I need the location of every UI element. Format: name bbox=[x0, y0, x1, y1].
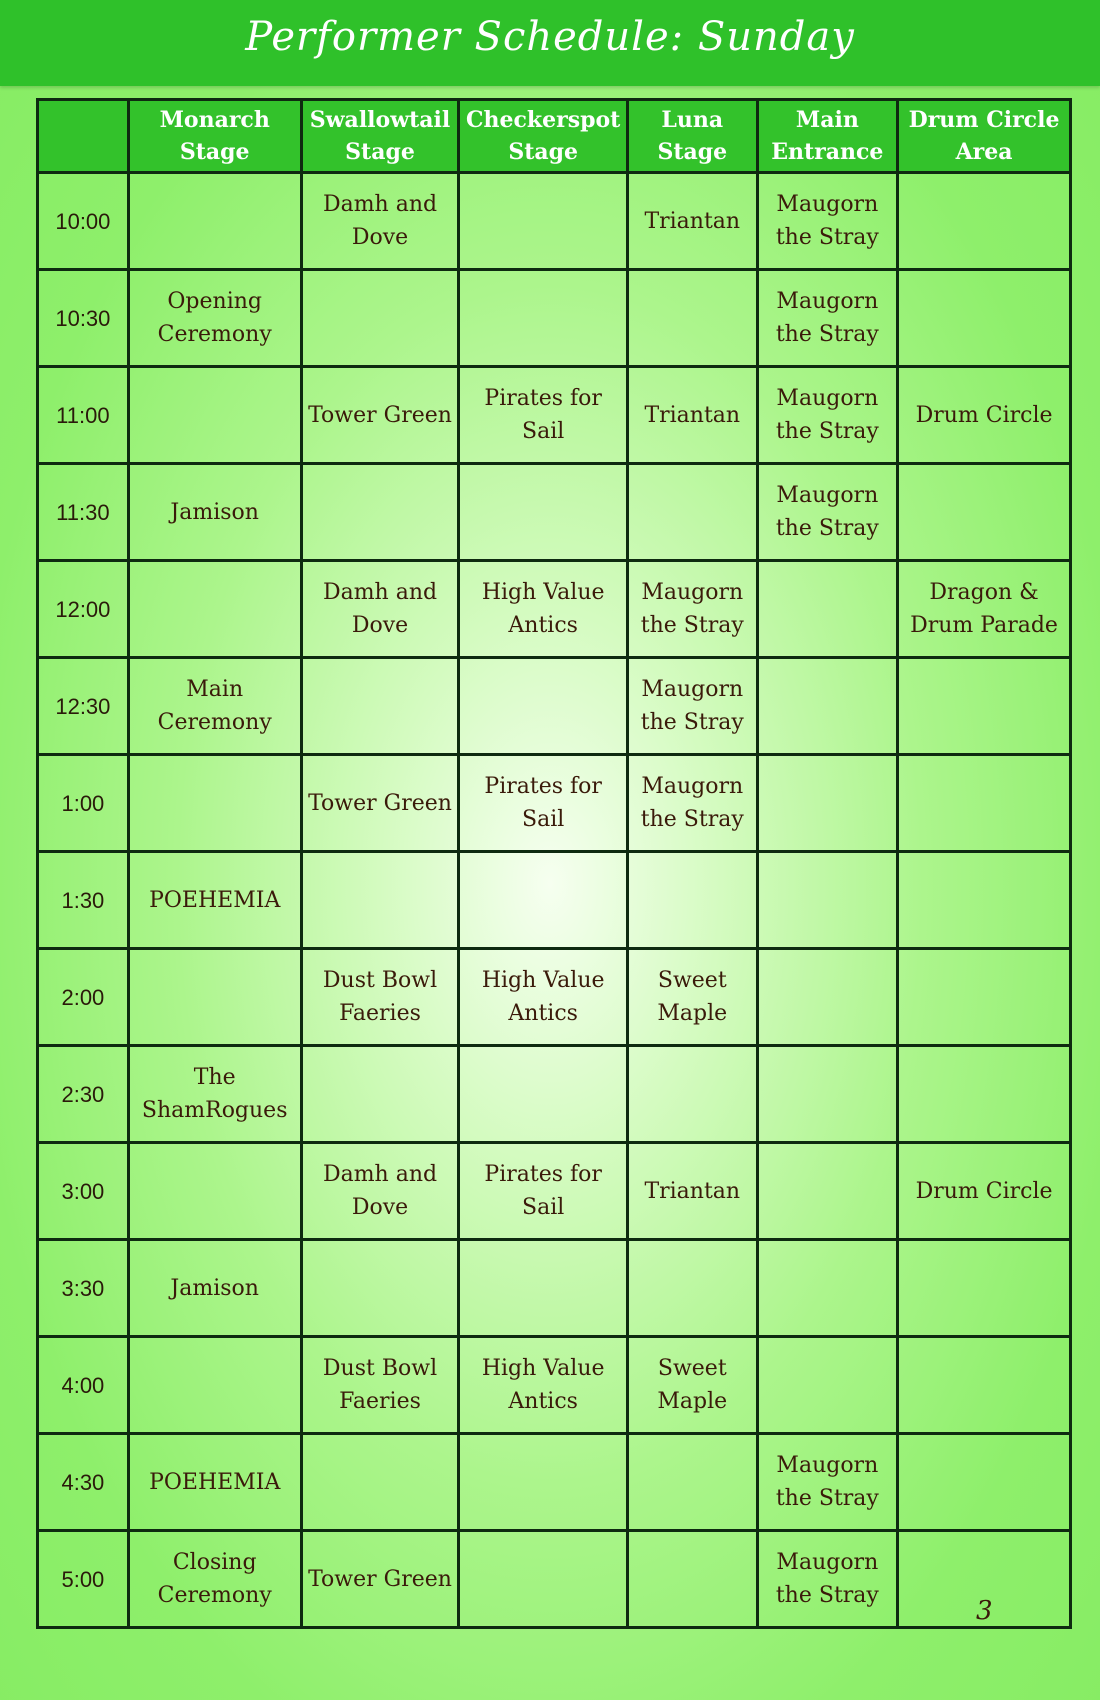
cell-swallowtail-stage bbox=[301, 1046, 459, 1143]
cell-luna-stage: Maugorn the Stray bbox=[627, 755, 757, 852]
cell-checkerspot-stage: High Value Antics bbox=[459, 949, 628, 1046]
cell-drum-circle-area: Drum Circle bbox=[898, 1143, 1071, 1240]
cell-main-entrance bbox=[757, 852, 897, 949]
page-title: Performer Schedule: Sunday bbox=[245, 14, 855, 60]
schedule-body bbox=[38, 173, 1071, 1628]
table-row bbox=[38, 1337, 1071, 1434]
cell-main-entrance bbox=[757, 1143, 897, 1240]
column-header-drum-circle-area: Drum Circle Area bbox=[898, 100, 1071, 173]
table-row bbox=[38, 658, 1071, 755]
cell-swallowtail-stage: Tower Green bbox=[301, 755, 459, 852]
cell-monarch-stage bbox=[128, 949, 301, 1046]
cell-drum-circle-area: Drum Circle bbox=[898, 367, 1071, 464]
time-cell: 3:00 bbox=[38, 1143, 129, 1240]
cell-monarch-stage: Opening Ceremony bbox=[128, 270, 301, 367]
cell-monarch-stage bbox=[128, 561, 301, 658]
time-cell: 11:00 bbox=[38, 367, 129, 464]
cell-swallowtail-stage bbox=[301, 270, 459, 367]
time-cell: 4:30 bbox=[38, 1434, 129, 1531]
cell-swallowtail-stage bbox=[301, 1434, 459, 1531]
cell-checkerspot-stage: Pirates for Sail bbox=[459, 1143, 628, 1240]
table-row bbox=[38, 1434, 1071, 1531]
column-header-checkerspot-stage: Checkerspot Stage bbox=[459, 100, 628, 173]
time-cell: 3:30 bbox=[38, 1240, 129, 1337]
cell-luna-stage bbox=[627, 1434, 757, 1531]
cell-swallowtail-stage: Dust Bowl Faeries bbox=[301, 1337, 459, 1434]
time-cell: 12:00 bbox=[38, 561, 129, 658]
time-cell: 1:00 bbox=[38, 755, 129, 852]
cell-drum-circle-area: Dragon & Drum Parade bbox=[898, 561, 1071, 658]
cell-monarch-stage bbox=[128, 1143, 301, 1240]
time-cell: 2:30 bbox=[38, 1046, 129, 1143]
cell-luna-stage: Triantan bbox=[627, 173, 757, 270]
cell-main-entrance bbox=[757, 1046, 897, 1143]
cell-swallowtail-stage bbox=[301, 658, 459, 755]
cell-monarch-stage bbox=[128, 367, 301, 464]
cell-main-entrance bbox=[757, 755, 897, 852]
cell-drum-circle-area bbox=[898, 173, 1071, 270]
cell-checkerspot-stage bbox=[459, 1434, 628, 1531]
cell-luna-stage: Maugorn the Stray bbox=[627, 658, 757, 755]
time-cell: 11:30 bbox=[38, 464, 129, 561]
cell-luna-stage: Triantan bbox=[627, 367, 757, 464]
cell-luna-stage bbox=[627, 270, 757, 367]
cell-drum-circle-area bbox=[898, 658, 1071, 755]
cell-monarch-stage bbox=[128, 1337, 301, 1434]
cell-monarch-stage: POEHEMIA bbox=[128, 852, 301, 949]
table-row bbox=[38, 561, 1071, 658]
time-cell: 2:00 bbox=[38, 949, 129, 1046]
time-cell: 10:30 bbox=[38, 270, 129, 367]
column-header-monarch-stage: Monarch Stage bbox=[128, 100, 301, 173]
cell-monarch-stage: Jamison bbox=[128, 1240, 301, 1337]
cell-luna-stage bbox=[627, 1046, 757, 1143]
cell-luna-stage: Maugorn the Stray bbox=[627, 561, 757, 658]
time-cell: 12:30 bbox=[38, 658, 129, 755]
table-row bbox=[38, 949, 1071, 1046]
time-cell: 1:30 bbox=[38, 852, 129, 949]
cell-checkerspot-stage: High Value Antics bbox=[459, 1337, 628, 1434]
cell-drum-circle-area bbox=[898, 270, 1071, 367]
page-number: 3 bbox=[976, 1596, 993, 1626]
cell-monarch-stage: POEHEMIA bbox=[128, 1434, 301, 1531]
cell-checkerspot-stage bbox=[459, 173, 628, 270]
cell-swallowtail-stage: Damh and Dove bbox=[301, 173, 459, 270]
cell-monarch-stage bbox=[128, 173, 301, 270]
cell-drum-circle-area bbox=[898, 1240, 1071, 1337]
cell-luna-stage bbox=[627, 852, 757, 949]
cell-monarch-stage bbox=[128, 755, 301, 852]
table-row bbox=[38, 852, 1071, 949]
header-row bbox=[38, 100, 1071, 173]
table-row bbox=[38, 1046, 1071, 1143]
cell-luna-stage bbox=[627, 464, 757, 561]
column-header-luna-stage: Luna Stage bbox=[627, 100, 757, 173]
cell-main-entrance: Maugorn the Stray bbox=[757, 270, 897, 367]
cell-luna-stage bbox=[627, 1531, 757, 1628]
cell-checkerspot-stage bbox=[459, 270, 628, 367]
cell-main-entrance: Maugorn the Stray bbox=[757, 1434, 897, 1531]
cell-monarch-stage: The ShamRogues bbox=[128, 1046, 301, 1143]
cell-checkerspot-stage: Pirates for Sail bbox=[459, 755, 628, 852]
cell-monarch-stage: Main Ceremony bbox=[128, 658, 301, 755]
cell-swallowtail-stage: Tower Green bbox=[301, 367, 459, 464]
cell-swallowtail-stage: Dust Bowl Faeries bbox=[301, 949, 459, 1046]
table-row bbox=[38, 367, 1071, 464]
cell-monarch-stage: Jamison bbox=[128, 464, 301, 561]
cell-main-entrance: Maugorn the Stray bbox=[757, 173, 897, 270]
cell-swallowtail-stage bbox=[301, 852, 459, 949]
cell-checkerspot-stage bbox=[459, 1531, 628, 1628]
table-row bbox=[38, 1143, 1071, 1240]
cell-luna-stage: Sweet Maple bbox=[627, 1337, 757, 1434]
cell-luna-stage: Sweet Maple bbox=[627, 949, 757, 1046]
cell-main-entrance bbox=[757, 1337, 897, 1434]
cell-drum-circle-area bbox=[898, 1046, 1071, 1143]
cell-drum-circle-area bbox=[898, 1434, 1071, 1531]
cell-monarch-stage: Closing Ceremony bbox=[128, 1531, 301, 1628]
cell-swallowtail-stage: Damh and Dove bbox=[301, 561, 459, 658]
cell-checkerspot-stage bbox=[459, 1046, 628, 1143]
cell-checkerspot-stage: Pirates for Sail bbox=[459, 367, 628, 464]
cell-drum-circle-area bbox=[898, 464, 1071, 561]
cell-swallowtail-stage bbox=[301, 464, 459, 561]
cell-checkerspot-stage bbox=[459, 464, 628, 561]
cell-drum-circle-area bbox=[898, 949, 1071, 1046]
cell-drum-circle-area bbox=[898, 755, 1071, 852]
cell-checkerspot-stage: High Value Antics bbox=[459, 561, 628, 658]
header-band bbox=[0, 0, 1100, 86]
cell-luna-stage: Triantan bbox=[627, 1143, 757, 1240]
cell-drum-circle-area bbox=[898, 852, 1071, 949]
cell-swallowtail-stage: Tower Green bbox=[301, 1531, 459, 1628]
cell-main-entrance bbox=[757, 561, 897, 658]
column-header-time bbox=[38, 100, 129, 173]
schedule-table bbox=[36, 98, 1072, 1629]
cell-main-entrance bbox=[757, 949, 897, 1046]
table-row bbox=[38, 755, 1071, 852]
cell-checkerspot-stage bbox=[459, 658, 628, 755]
cell-main-entrance: Maugorn the Stray bbox=[757, 464, 897, 561]
cell-main-entrance bbox=[757, 658, 897, 755]
table-row bbox=[38, 173, 1071, 270]
time-cell: 5:00 bbox=[38, 1531, 129, 1628]
cell-main-entrance: Maugorn the Stray bbox=[757, 1531, 897, 1628]
cell-swallowtail-stage bbox=[301, 1240, 459, 1337]
cell-luna-stage bbox=[627, 1240, 757, 1337]
time-cell: 10:00 bbox=[38, 173, 129, 270]
cell-swallowtail-stage: Damh and Dove bbox=[301, 1143, 459, 1240]
table-row bbox=[38, 1240, 1071, 1337]
table-row bbox=[38, 270, 1071, 367]
cell-checkerspot-stage bbox=[459, 852, 628, 949]
cell-main-entrance bbox=[757, 1240, 897, 1337]
cell-drum-circle-area bbox=[898, 1337, 1071, 1434]
table-row bbox=[38, 464, 1071, 561]
column-header-main-entrance: Main Entrance bbox=[757, 100, 897, 173]
cell-checkerspot-stage bbox=[459, 1240, 628, 1337]
time-cell: 4:00 bbox=[38, 1337, 129, 1434]
table-row bbox=[38, 1531, 1071, 1628]
column-header-swallowtail-stage: Swallowtail Stage bbox=[301, 100, 459, 173]
cell-main-entrance: Maugorn the Stray bbox=[757, 367, 897, 464]
